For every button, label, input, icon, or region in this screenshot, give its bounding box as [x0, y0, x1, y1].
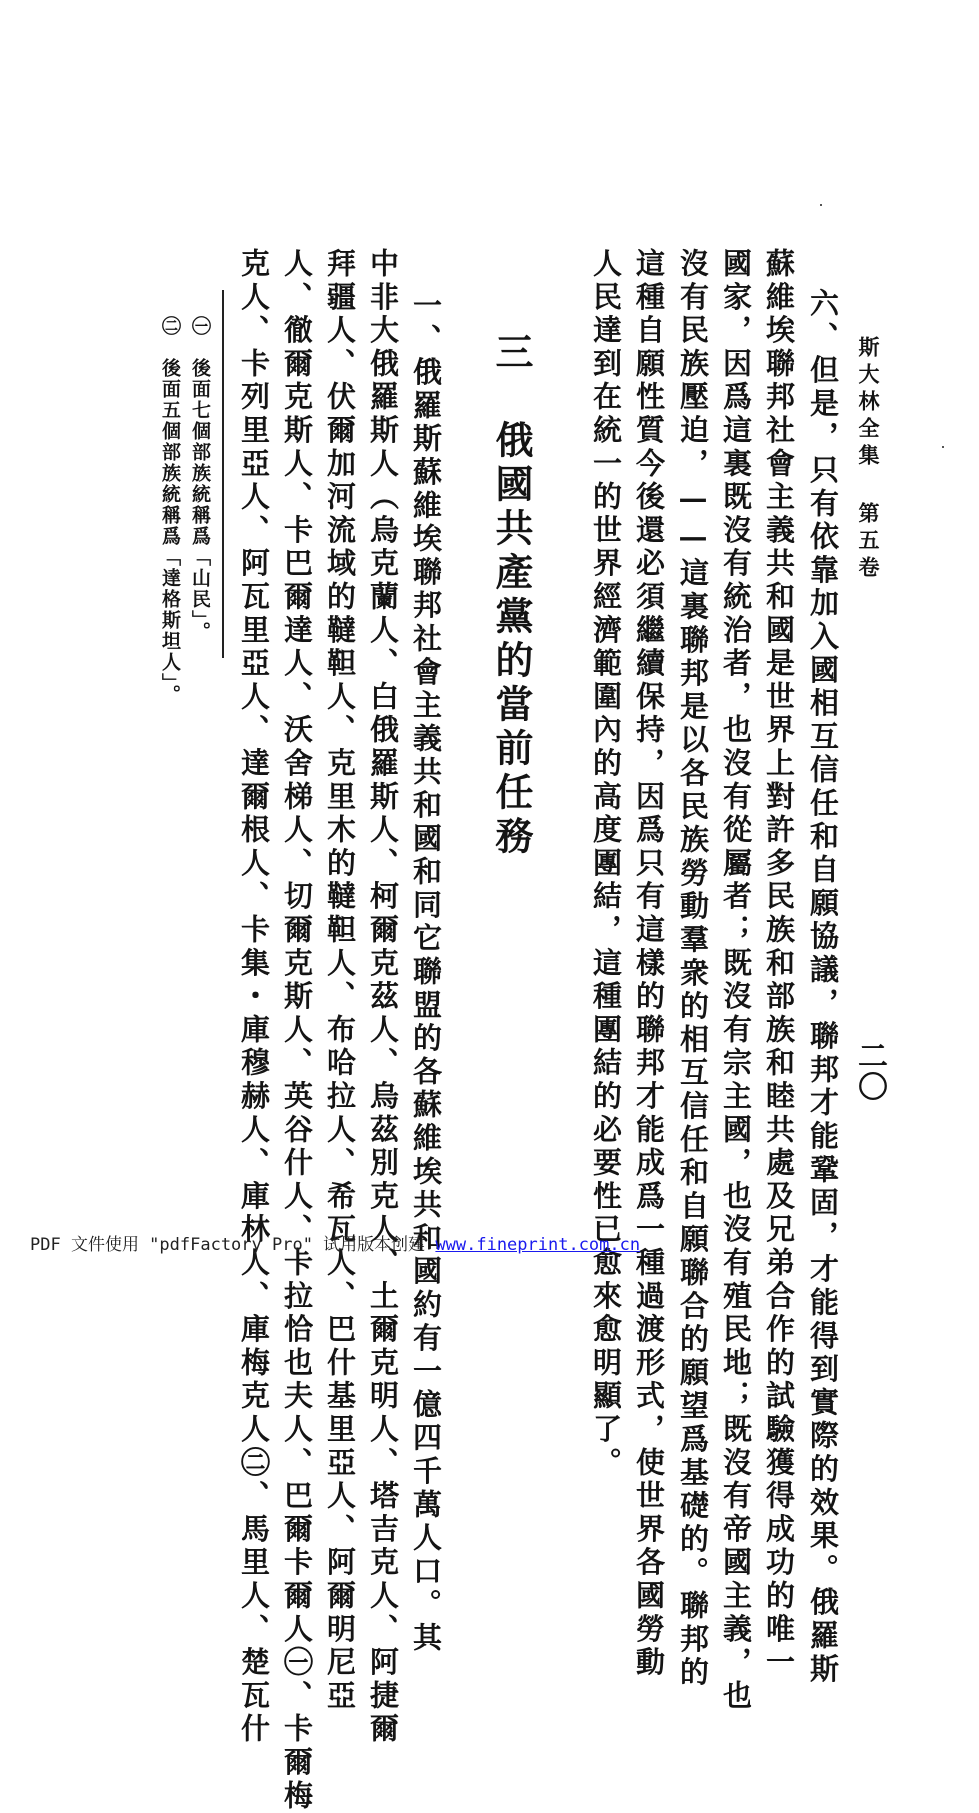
footer-text: PDF 文件使用 "pdfFactory Pro" 试用版本创建: [30, 1235, 436, 1255]
scan-speck: [820, 204, 822, 206]
footnote-divider: [222, 290, 224, 658]
running-header: 斯大林全集 第五卷: [856, 336, 881, 583]
text-column: 人民達到在統一的世界經濟範圍內的高度團結，這種團結的必要性已愈來愈明顯了。: [589, 248, 623, 1481]
text-column: 蘇維埃聯邦社會主義共和國是世界上對許多民族和部族和睦共處及兄弟合作的試驗獲得成功的唯一: [762, 248, 796, 1680]
footer-link[interactable]: www.fineprint.com.cn: [435, 1235, 641, 1255]
text-column: 這種自願性質今後還必須繼續保持，因爲只有這樣的聯邦才能成爲一種過渡形式，使世界各國勞動: [632, 248, 666, 1680]
section-title: 三 俄國共產黨的當前任務: [489, 332, 534, 860]
text-column: 六、但是，只有依靠加入國相互信任和自願協議，聯邦才能鞏固，才能得到實際的效果。俄羅斯: [806, 288, 840, 1687]
text-column: 人、徹爾克斯人、卡巴爾達人、沃舍梯人、切爾克斯人、英谷什人、卡拉恰也夫人、巴爾卡爾人㊀、卡爾梅: [280, 248, 314, 1813]
pdf-footer: [30, 1230, 640, 1255]
footnote: ㊁ 後面五個部族統稱爲「達格斯坦人」。: [159, 316, 181, 706]
text-column: 沒有民族壓迫，——這裏聯邦是以各民族勞動羣衆的相互信任和自願聯合的願望爲基礎的。聯邦的: [676, 248, 710, 1690]
text-column: 拜疆人、伏爾加河流域的韃靼人、克里木的韃靼人、布哈拉人、希瓦人、巴什基里亞人、阿爾明尼亞: [323, 248, 357, 1714]
footnote: ㊀ 後面七個部族統稱爲「山民」。: [189, 316, 211, 643]
scan-speck: [942, 446, 944, 448]
text-column: 國家，因爲這裏既沒有統治者，也沒有從屬者；既沒有宗主國，也沒有殖民地；既沒有帝國主義，也: [719, 248, 753, 1714]
page-number: 二〇: [852, 1040, 887, 1102]
text-column: 一、俄羅斯蘇維埃聯邦社會主義共和國和同它聯盟的各蘇維埃共和國約有一億四千萬人口。其: [409, 290, 443, 1656]
text-column: 中非大俄羅斯人（烏克蘭人、白俄羅斯人、柯爾克茲人、烏茲別克人、土爾克明人、塔吉克人、阿捷爾: [366, 248, 400, 1747]
text-column: 克人、卡列里亞人、阿瓦里亞人、達爾根人、卡集・庫穆赫人、庫林人、庫梅克人㊁、馬里人、楚瓦什: [237, 248, 271, 1747]
